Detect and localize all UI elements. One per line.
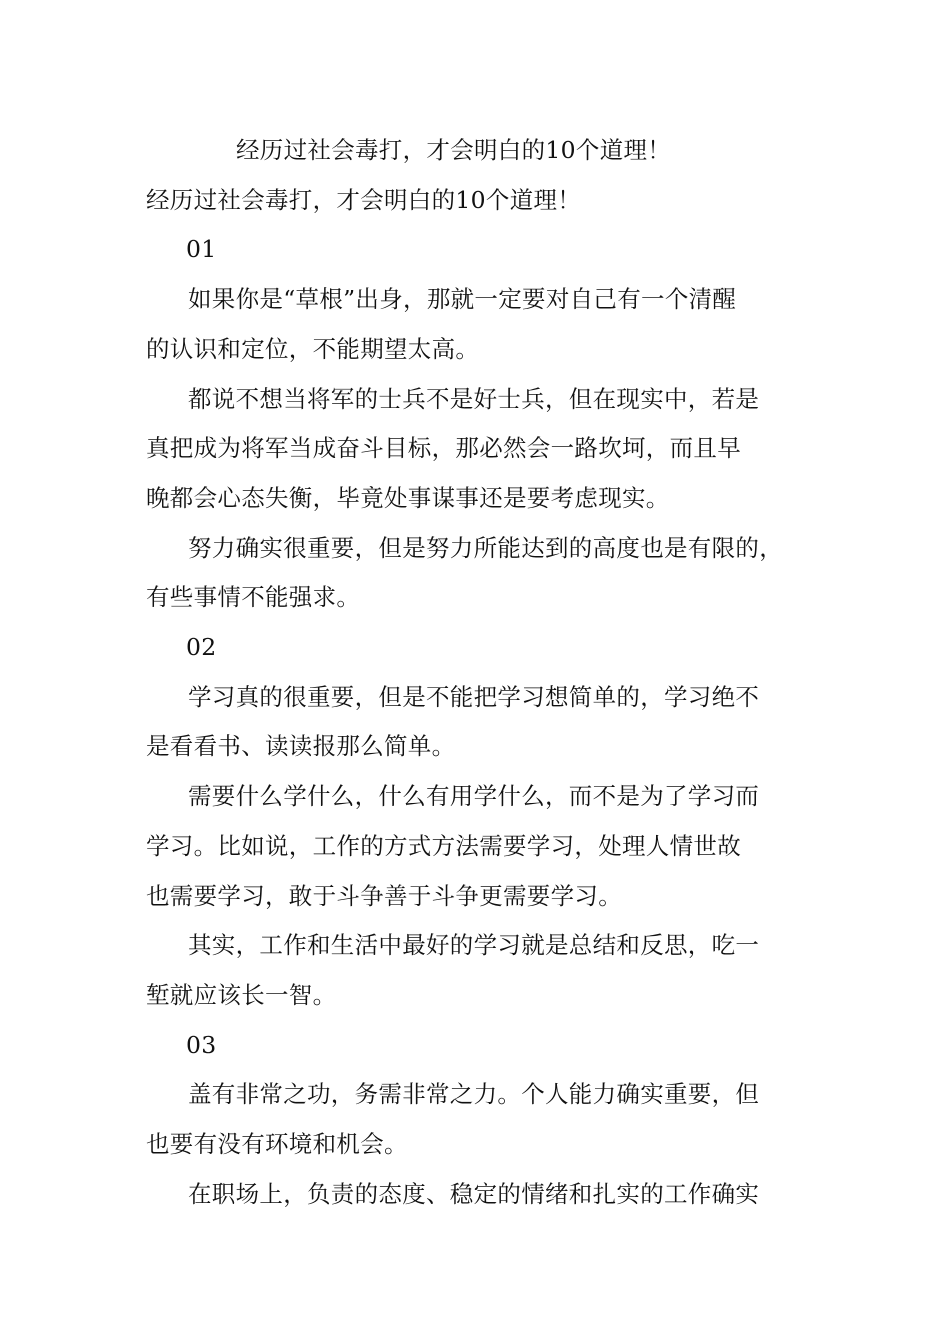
paragraph <box>146 673 826 772</box>
paragraph <box>146 1170 826 1220</box>
section-number: 02 <box>186 633 217 662</box>
paragraph <box>146 921 826 1020</box>
paragraph-line: 晚都会心态失衡，毕竟处事谋事还是要考虑现实。 <box>146 483 670 512</box>
section-number: 03 <box>186 1030 217 1059</box>
paragraph-line: 盖有非常之功，务需非常之力。个人能力确实重要，但 <box>188 1080 760 1109</box>
paragraph <box>146 524 826 623</box>
paragraph-line: 如果你是“草根”出身，那就一定要对自己有一个清醒 <box>188 285 737 314</box>
paragraph-line: 学习真的很重要，但是不能把学习想简单的，学习绝不 <box>188 682 760 711</box>
paragraph-line: 其实，工作和生活中最好的学习就是总结和反思，吃一 <box>188 931 760 960</box>
paragraph-line: 学习。比如说，工作的方式方法需要学习，处理人情世故 <box>146 831 741 860</box>
document-subtitle: 经历过社会毒打，才会明白的10个道理！ <box>146 185 582 214</box>
paragraph-line: 是看看书、读读报那么简单。 <box>146 732 456 761</box>
paragraph <box>146 375 826 524</box>
paragraph <box>146 1070 826 1169</box>
paragraph-line: 真把成为将军当成奋斗目标，那必然会一路坎坷，而且早 <box>146 434 741 463</box>
paragraph-line: 在职场上，负责的态度、稳定的情绪和扎实的工作确实 <box>188 1179 760 1208</box>
paragraph-line: 堑就应该长一智。 <box>146 980 337 1009</box>
document-title: 经历过社会毒打，才会明白的10个道理！ <box>236 136 672 164</box>
paragraph-line: 有些事情不能强求。 <box>146 583 361 612</box>
paragraph-line: 也需要学习，敢于斗争善于斗争更需要学习。 <box>146 881 622 910</box>
paragraph-line: 努力确实很重要，但是努力所能达到的高度也是有限的， <box>188 533 783 562</box>
document-body <box>146 126 826 1219</box>
paragraph-line: 也要有没有环境和机会。 <box>146 1130 408 1159</box>
paragraph-line: 的认识和定位，不能期望太高。 <box>146 334 480 363</box>
section-number: 01 <box>186 235 217 264</box>
paragraph <box>146 275 826 374</box>
paragraph-line: 需要什么学什么，什么有用学什么，而不是为了学习而 <box>188 782 760 811</box>
paragraph-line: 都说不想当将军的士兵不是好士兵，但在现实中，若是 <box>188 384 760 413</box>
paragraph <box>146 772 826 921</box>
